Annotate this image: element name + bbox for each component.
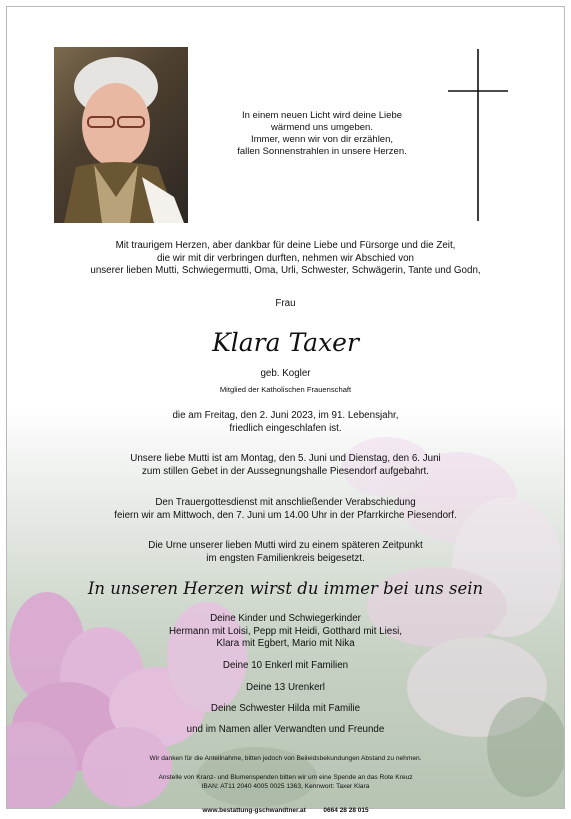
deceased-name: Klara Taxer [212, 328, 359, 357]
viewing-line: Unsere liebe Mutti ist am Montag, den 5. Juni und Dienstag, den 6. Juni [130, 453, 441, 464]
intro-line: die wir mit dir verbringen durften, nehmen wir Abschied von [156, 252, 415, 264]
intro-text [7, 240, 564, 278]
urn-line: im engsten Familienkreis beigesetzt. [206, 552, 365, 564]
family-line: Deine Kinder und Schwiegerkinder [210, 613, 361, 624]
death-line: friedlich eingeschlafen ist. [229, 422, 342, 434]
service-notice [7, 497, 564, 522]
viewing-line: zum stillen Gebet in der Aussegnungshalle Piesendorf aufgebahrt. [141, 465, 429, 477]
salutation: Frau [275, 298, 296, 309]
intro-line: unserer lieben Mutti, Schwiegermutti, Oma, Urli, Schwester, Schwägerin, Tante und Godn, [90, 265, 481, 276]
phone-number: 0664 28 28 015 [323, 807, 369, 814]
poem-line: In einem neuen Licht wird deine Liebe [241, 110, 403, 121]
motto: In unseren Herzen wirst du immer bei uns sein [87, 579, 484, 598]
urn-notice [7, 540, 564, 565]
donation-line: IBAN: AT11 2040 4005 0025 1363, Kennwort: Taxer Klara [201, 782, 370, 790]
family-children [7, 613, 564, 651]
family-great-grandchildren: Deine 13 Urenkerl [246, 682, 325, 693]
intro-line: Mit traurigem Herzen, aber dankbar für deine Liebe und Fürsorge und die Zeit, [115, 240, 456, 251]
cross-icon [448, 49, 508, 221]
service-line: feiern wir am Mittwoch, den 7. Juni um 14.00 Uhr in der Pfarrkirche Piesendorf. [114, 509, 457, 521]
urn-line: Die Urne unserer lieben Mutti wird zu einem späteren Zeitpunkt [148, 540, 423, 551]
membership: Mitglied der Katholischen Frauenschaft [219, 385, 352, 394]
poem-line: wärmend uns umgeben. [271, 122, 373, 133]
maiden-name: geb. Kogler [260, 368, 311, 379]
footer [0, 807, 571, 814]
donation-line: Anstelle von Kranz- und Blumenspenden bitten wir um eine Spende an das Rote Kreuz [158, 774, 413, 781]
family-grandchildren: Deine 10 Enkerl mit Familien [222, 660, 349, 671]
death-notice [7, 410, 564, 435]
donation-note [7, 774, 564, 791]
family-others: und im Namen aller Verwandten und Freunde [186, 724, 385, 735]
death-line: die am Freitag, den 2. Juni 2023, im 91. Lebensjahr, [172, 410, 399, 421]
viewing-notice [7, 453, 564, 478]
family-sister: Deine Schwester Hilda mit Familie [210, 703, 361, 714]
obituary-card [6, 6, 565, 809]
family-line: Hermann mit Loisi, Pepp mit Heidi, Gotthard mit Liesi, [168, 625, 403, 637]
poem [203, 110, 441, 158]
website-link[interactable]: www.bestattung-gschwandtner.at [202, 807, 306, 814]
condolence-note: Wir danken für die Anteilnahme, bitten jedoch von Beileidsbekundungen Abstand zu nehmen. [149, 755, 422, 762]
poem-line: Immer, wenn wir von dir erzählen, [250, 134, 394, 145]
service-line: Den Trauergottesdienst mit anschließender Verabschiedung [155, 497, 416, 508]
portrait-photo [54, 47, 188, 223]
poem-line: fallen Sonnenstrahlen in unsere Herzen. [237, 146, 407, 157]
family-line: Klara mit Egbert, Mario mit Nika [216, 638, 355, 649]
